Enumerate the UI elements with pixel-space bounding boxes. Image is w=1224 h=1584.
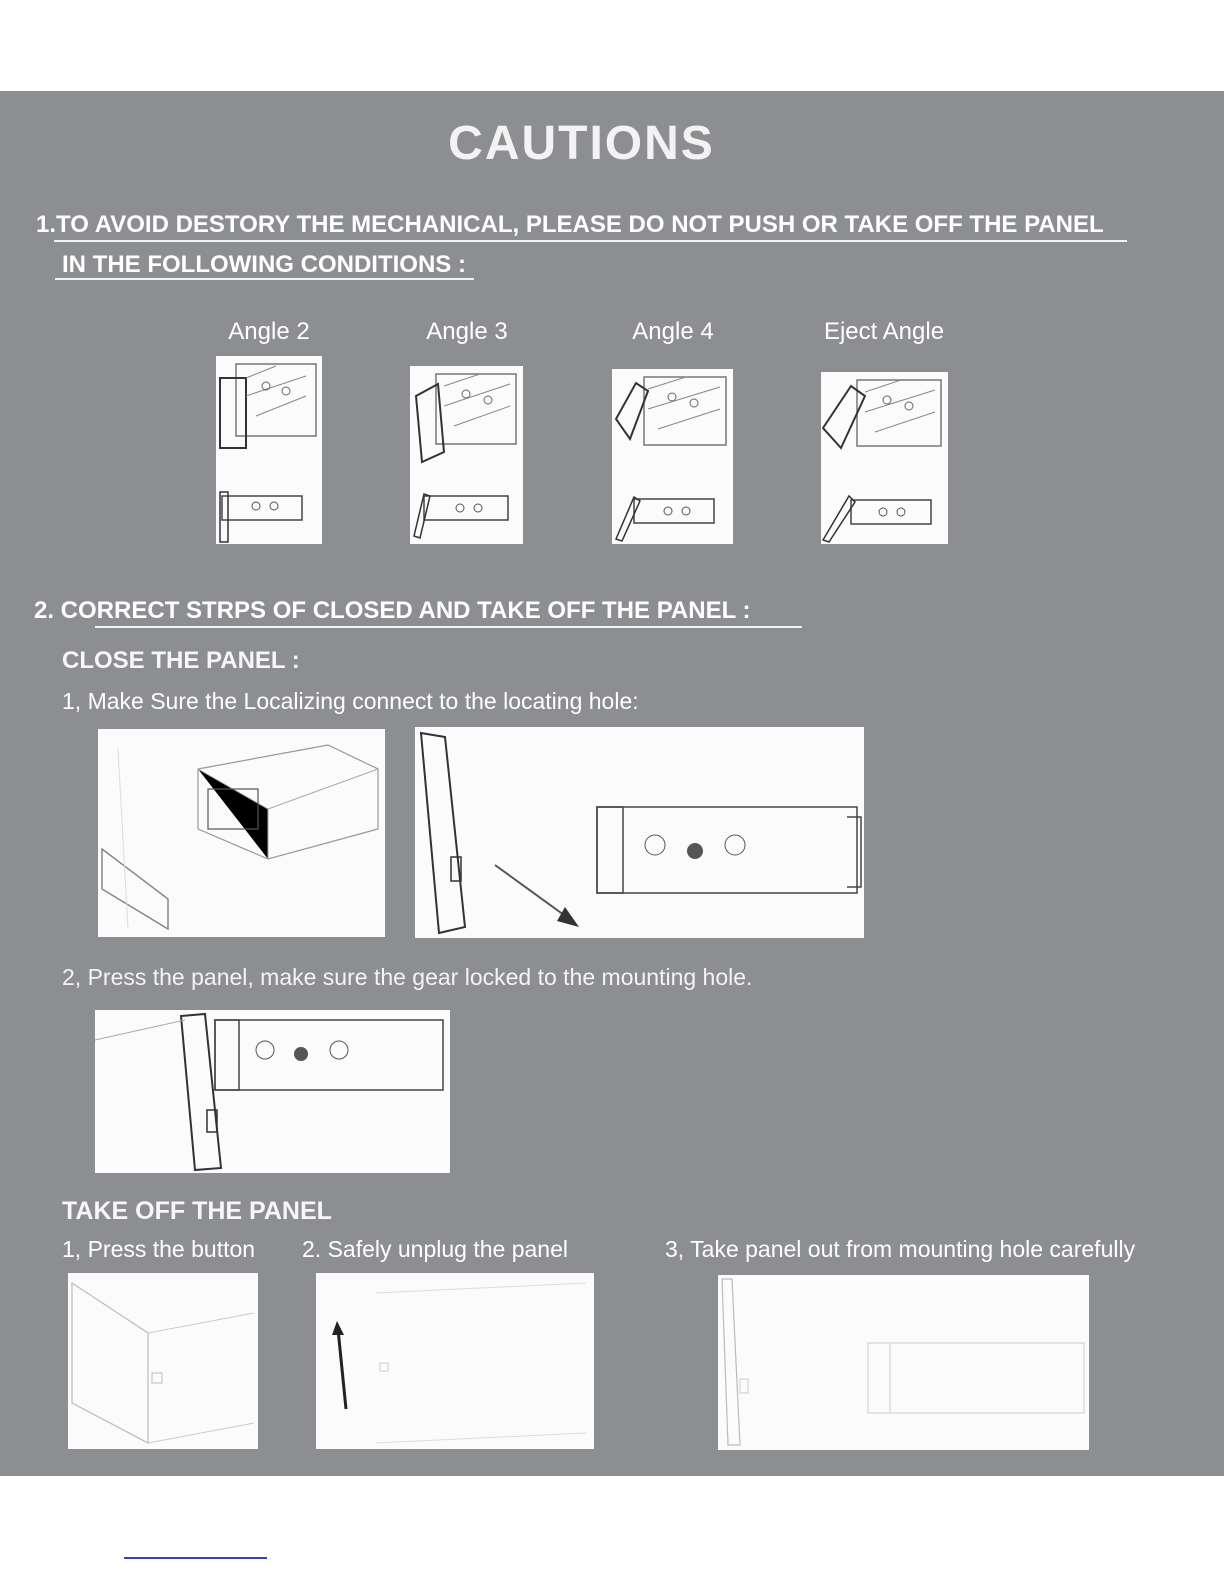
close-step1-illustration-b <box>415 727 864 938</box>
angle-2-illustration <box>216 356 322 544</box>
take-off-step2-illustration <box>316 1273 594 1449</box>
section2-heading: 2. CORRECT STRPS OF CLOSED AND TAKE OFF THE PANEL : <box>34 597 751 624</box>
angle-label-3: Angle 3 <box>426 318 508 345</box>
section1-heading-line1: 1.TO AVOID DESTORY THE MECHANICAL, PLEASE DO NOT PUSH OR TAKE OFF THE PANEL <box>36 211 1104 238</box>
angle-label-eject: Eject Angle <box>823 318 945 345</box>
angle-label-2: Angle 2 <box>228 318 310 345</box>
take-off-step3-illustration <box>718 1275 1089 1450</box>
footer-rule <box>124 1557 267 1559</box>
close-panel-title: CLOSE THE PANEL : <box>62 647 300 674</box>
page-title: CAUTIONS <box>448 117 715 170</box>
take-off-step1-illustration <box>68 1273 258 1449</box>
eject-angle-illustration <box>821 372 948 544</box>
close-step-1: 1, Make Sure the Localizing connect to the locating hole: <box>62 688 639 714</box>
angle-label-4: Angle 4 <box>632 318 714 345</box>
close-step1-illustration-a <box>98 729 385 937</box>
section1-heading-line2: IN THE FOLLOWING CONDITIONS : <box>62 251 466 278</box>
angle-4-illustration <box>612 369 733 544</box>
section1-heading-underline2 <box>55 278 474 280</box>
close-step2-illustration <box>95 1010 450 1173</box>
take-off-step-1: 1, Press the button <box>62 1236 256 1262</box>
section2-heading-underline <box>95 626 802 628</box>
take-off-step-3: 3, Take panel out from mounting hole carefully <box>665 1236 1136 1262</box>
close-step-2: 2, Press the panel, make sure the gear locked to the mounting hole. <box>62 964 753 990</box>
take-off-step-2: 2. Safely unplug the panel <box>302 1236 568 1262</box>
take-off-panel-title: TAKE OFF THE PANEL <box>62 1197 332 1225</box>
angle-3-illustration <box>410 366 523 544</box>
section1-heading-underline1 <box>54 240 1127 242</box>
